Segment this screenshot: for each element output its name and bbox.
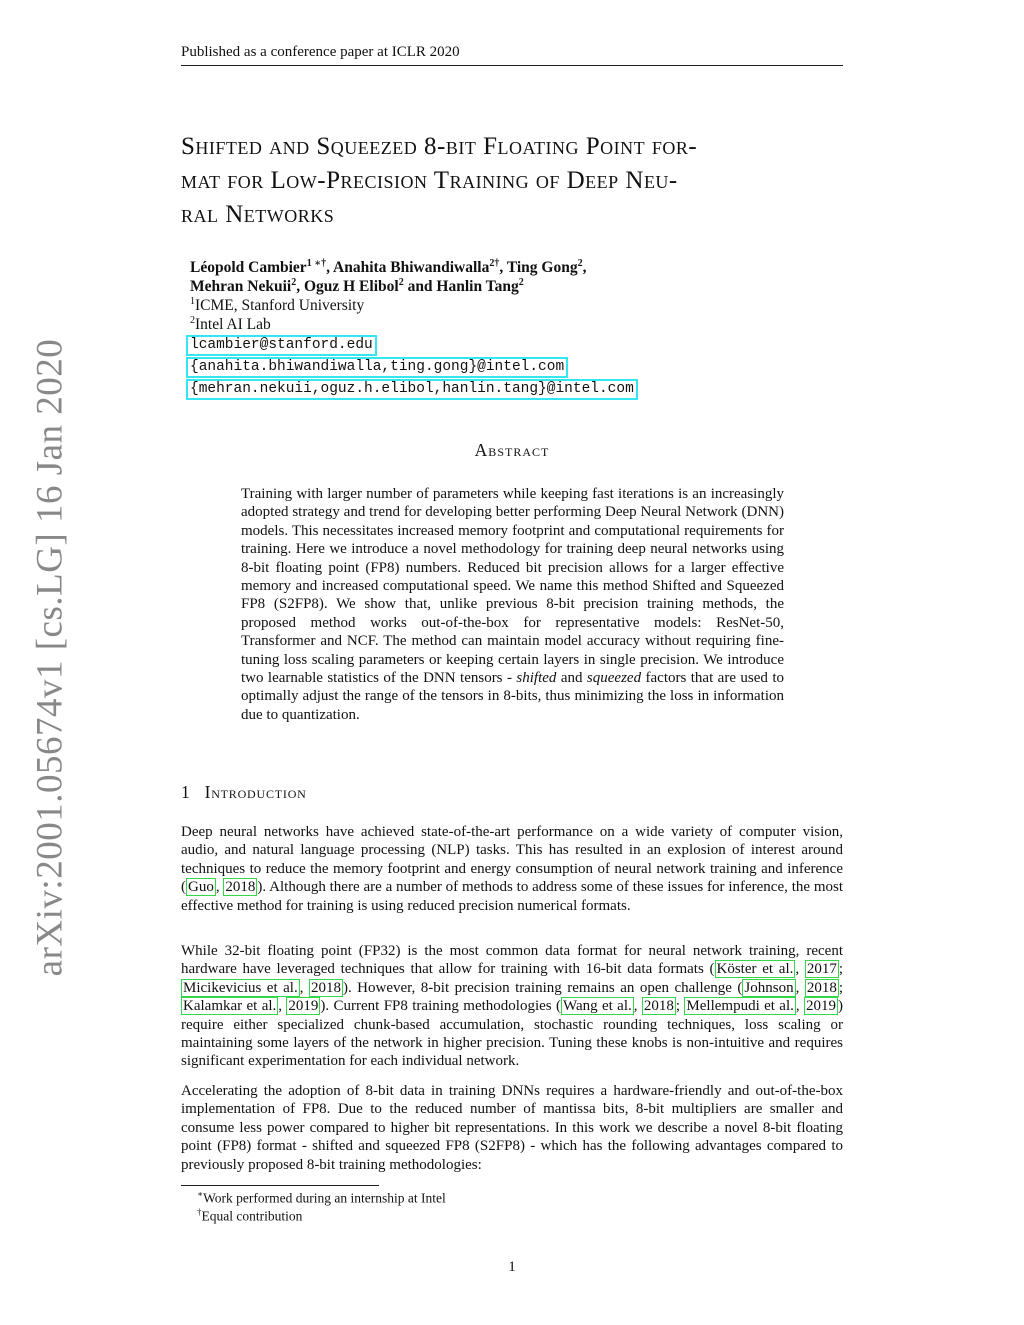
citation-separator: , — [215, 879, 224, 896]
author-name: and Hanlin Tang — [403, 278, 519, 295]
paragraph-text: ). However, 8-bit precision training remains an open challenge ( — [342, 979, 743, 996]
intro-paragraph: Accelerating the adoption of 8-bit data in training DNNs requires a hardware-friendly and out-of-the-box implementation of FP8. Due to the reduced number of mantissa bits, 8-bit multipliers are smaller and consume less power compared to higher bit representations. In this work we describe a novel 8-bit floating point (FP8) format - shifted and squeezed FP8 (S2FP8) - which has the following advantages compared to previously proposed 8-bit training methodologies: — [181, 1083, 843, 1173]
footnote-text: Work performed during an internship at Intel — [203, 1190, 446, 1206]
author-name: Mehran Nekuii — [190, 278, 292, 295]
abstract-sentence: and — [556, 670, 587, 687]
footnote-mark: ∗ — [197, 1189, 204, 1199]
paper-title — [181, 130, 845, 232]
author-superscript: 1 ∗† — [306, 257, 327, 269]
citation-link[interactable]: Mellempudi et al. — [686, 998, 794, 1015]
citation-link[interactable]: Guo — [188, 879, 214, 896]
citation-link[interactable]: 2018 — [310, 979, 341, 996]
author-name: , Ting Gong — [499, 259, 578, 276]
email-link[interactable]: {anahita.bhiwandiwalla,ting.gong}@intel.com — [186, 357, 568, 378]
author-superscript: 2 — [577, 257, 583, 269]
author-superscript: 2 — [291, 276, 297, 288]
section-heading — [181, 782, 307, 803]
citation-link[interactable]: Wang et al. — [562, 998, 632, 1015]
author-superscript: 2† — [489, 257, 500, 269]
affiliation — [190, 315, 750, 334]
citation-link[interactable]: Micikevicius et al. — [183, 979, 298, 996]
abstract-heading: Abstract — [474, 440, 550, 460]
author-block — [190, 258, 750, 400]
abstract-emphasis: squeezed — [586, 670, 642, 687]
footnote-mark: † — [197, 1207, 202, 1217]
affiliation-text: Intel AI Lab — [195, 316, 271, 333]
author-line — [190, 258, 750, 277]
section-title: Introduction — [204, 782, 307, 802]
title-line: mat for Low-Precision Training of Deep Neu- — [181, 167, 678, 194]
abstract-emphasis: shifted — [516, 670, 557, 687]
citation-separator: , — [795, 998, 805, 1015]
abstract-sentence: factors that are used to optimally adjust the range of the tensors in 8-bits, thus minimizing the loss in information due to quantization. — [241, 670, 785, 723]
affiliation — [190, 296, 750, 315]
footnote — [197, 1189, 446, 1207]
page-number: 1 — [508, 1259, 516, 1275]
citation-separator: , — [278, 998, 287, 1015]
affiliation-superscript: 1 — [190, 295, 195, 307]
email-link[interactable]: {mehran.nekuii,oguz.h.elibol,hanlin.tang}@intel.com — [186, 379, 638, 400]
citation-separator: ; — [838, 979, 844, 996]
affiliation-text: ICME, Stanford University — [195, 297, 365, 314]
citation-separator: , — [795, 979, 805, 996]
footnote-divider — [181, 1185, 379, 1186]
citation-separator: ; — [838, 961, 844, 978]
intro-paragraph — [181, 942, 843, 1071]
footnote — [197, 1207, 302, 1225]
citation-separator: ; — [675, 998, 685, 1015]
affiliation-superscript: 2 — [190, 314, 195, 326]
running-header: Published as a conference paper at ICLR 2020 — [181, 44, 843, 66]
paragraph-text: ) require either specialized chunk-based accumulation, stochastic rounding techniques, loss scaling or maintaining some layers of the network in higher precision. Tuning these knobs is non-intuitive and requires significant experimentation for each individual network. — [181, 998, 844, 1070]
paragraph-text: Deep neural networks have achieved state-of-the-art performance on a wide variety of computer vision, audio, and natural language processing (NLP) tasks. This has resulted in an explosion of interest around techniques to reduce the memory footprint and energy consumption of neural network training and inference ( — [181, 824, 843, 896]
title-line: ral Networks — [181, 201, 335, 228]
footnote-text: Equal contribution — [201, 1208, 303, 1224]
author-name: , Anahita Bhiwandiwalla — [326, 259, 490, 276]
abstract-sentence: Training with larger number of parameters while keeping fast iterations is an increasingly adopted strategy and trend for developing better performing Deep Neural Network (DNN) models. This necessitates increased memory footprint and computational requirements for training. Here we introduce a novel methodology for training deep neural networks using 8-bit floating point (FP8) numbers. Reduced bit precision allows for a larger effective memory and increased computational speed. We name this method Shifted and Squeezed FP8 (S2FP8). We show that, unlike previous 8-bit precision training methods, the proposed method works out-of-the-box for representative models: ResNet-50, Transformer and NCF. The method can maintain model accuracy without requiring fine-tuning loss scaling parameters or keeping certain layers in single precision. We introduce two learnable statistics of the DNN tensors - — [241, 486, 784, 687]
citation-link[interactable]: 2018 — [806, 979, 837, 996]
citation-link[interactable]: 2018 — [225, 879, 256, 896]
abstract-text — [241, 485, 784, 724]
title-line: Shifted and Squeezed 8-bit Floating Point for- — [181, 133, 698, 160]
email-link[interactable]: lcambier@stanford.edu — [186, 335, 377, 356]
author-superscript: 2 — [518, 276, 524, 288]
paragraph-text: ). Current FP8 training methodologies ( — [320, 998, 561, 1015]
author-line — [190, 277, 750, 296]
citation-link[interactable]: 2019 — [806, 998, 837, 1015]
paragraph-text: ). Although there are a number of methods to address some of these issues for inference, the most effective method for training is using reduced precision numerical formats. — [181, 879, 844, 914]
arxiv-identifier: arXiv:2001.05674v1 [cs.LG] 16 Jan 2020 — [29, 338, 71, 977]
author-superscript: 2 — [398, 276, 404, 288]
citation-separator: , — [299, 979, 309, 996]
section-number: 1 — [181, 782, 191, 802]
citation-link[interactable]: 2017 — [806, 961, 837, 978]
citation-link[interactable]: 2019 — [288, 998, 319, 1015]
citation-separator: , — [633, 998, 642, 1015]
citation-link[interactable]: Johnson — [744, 979, 794, 996]
citation-link[interactable]: Köster et al. — [716, 961, 794, 978]
author-separator: , — [582, 259, 587, 276]
citation-link[interactable]: 2018 — [643, 998, 674, 1015]
author-name: , Oguz H Elibol — [296, 278, 399, 295]
paragraph-text: While 32-bit floating point (FP32) is the most common data format for neural network training, recent hardware have leveraged techniques that allow for training with 16-bit data formats ( — [181, 943, 843, 978]
intro-paragraph — [181, 823, 843, 915]
citation-link[interactable]: Kalamkar et al. — [183, 998, 277, 1015]
author-name: Léopold Cambier — [190, 259, 307, 276]
citation-separator: , — [795, 961, 805, 978]
